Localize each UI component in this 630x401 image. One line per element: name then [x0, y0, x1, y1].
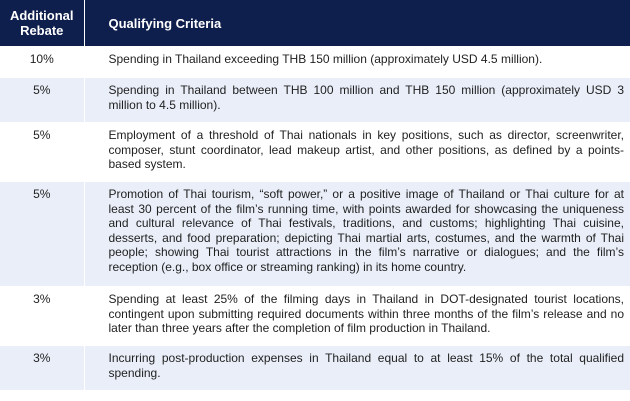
header-qualifying-criteria: Qualifying Criteria: [84, 0, 630, 47]
rebate-cell: 10%: [0, 47, 84, 78]
criteria-cell: Spending in Thailand exceeding THB 150 million (approximately USD 4.5 million).: [84, 47, 630, 78]
rebate-cell: 5%: [0, 123, 84, 182]
criteria-cell: Promotion of Thai tourism, “soft power,” or a positive image of Thailand or Thai culture for at least 30 percent of the film’s running time, with points awarded for showcasing the uniqueness and cultural relevance of Thai festivals, traditions, and customs; highlighting Thai cuisine, desserts, and food preparation; depicting Thai martial arts, costumes, and the warmth of Thai people; showing Thai tourist attractions in the film’s narrative or dialogues; and the film’s reception (e.g., box office or streaming ranking) in its home country.: [84, 182, 630, 287]
criteria-cell: Spending at least 25% of the filming days in Thailand in DOT-designated tourist locations, contingent upon submitting required documents within three months of the film’s release and no later than three years after the completion of film production in Thailand.: [84, 287, 630, 346]
table-row: [0, 78, 630, 123]
rebate-cell: 5%: [0, 78, 84, 123]
table-body: [0, 47, 630, 391]
table-row: [0, 182, 630, 287]
criteria-cell: Employment of a threshold of Thai nationals in key positions, such as director, screenwriter, composer, stunt coordinator, lead makeup artist, and other positions, as defined by a points-based system.: [84, 123, 630, 182]
table-row: [0, 123, 630, 182]
header-row: [0, 0, 630, 47]
rebate-cell: 3%: [0, 346, 84, 391]
table-row: [0, 287, 630, 346]
criteria-cell: Spending in Thailand between THB 100 million and THB 150 million (approximately USD 3 million to 4.5 million).: [84, 78, 630, 123]
header-additional-rebate: Additional Rebate: [0, 0, 84, 47]
table-row: [0, 47, 630, 78]
rebate-cell: 5%: [0, 182, 84, 287]
criteria-cell: Incurring post-production expenses in Thailand equal to at least 15% of the total qualified spending.: [84, 346, 630, 391]
table-row: [0, 346, 630, 391]
rebate-cell: 3%: [0, 287, 84, 346]
table-header: [0, 0, 630, 47]
